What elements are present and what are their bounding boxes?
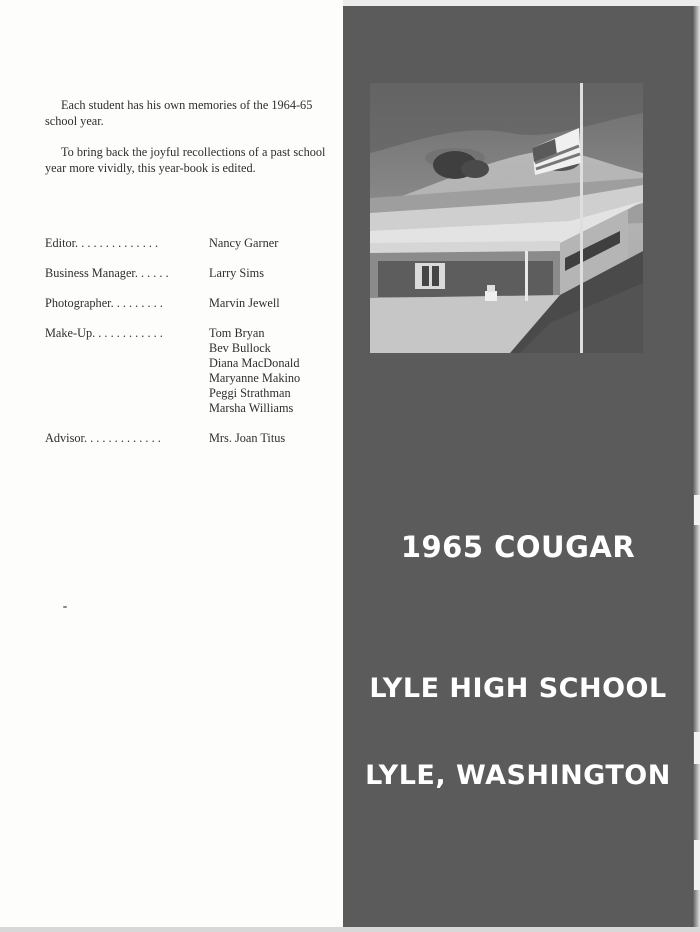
staff-role: Advisor. . . . . . . . . . . . . <box>45 431 161 445</box>
staff-names <box>209 326 300 416</box>
staff-name: Larry Sims <box>209 266 264 280</box>
edge-tab <box>694 732 700 764</box>
staff-name: Maryanne Makino <box>209 371 301 385</box>
school-photo-image <box>370 83 643 353</box>
staff-name: Marvin Jewell <box>209 296 280 310</box>
staff-name: Bev Bullock <box>209 341 271 355</box>
staff-name: Tom Bryan <box>209 326 265 340</box>
intro-text-2: To bring back the joyful recollections of a past school year more vividly, this year-book is edited. <box>45 145 326 175</box>
staff-names <box>209 266 264 281</box>
staff-row <box>45 266 335 281</box>
staff-row <box>45 431 335 446</box>
binding-edge <box>692 6 700 932</box>
staff-names <box>209 236 278 251</box>
staff-name: Diana MacDonald <box>209 356 300 370</box>
staff-list <box>45 236 335 461</box>
staff-row <box>45 326 335 416</box>
yearbook-title: 1965 COUGAR <box>400 530 636 564</box>
staff-name: Mrs. Joan Titus <box>209 431 286 445</box>
staff-row <box>45 236 335 251</box>
staff-name: Marsha Williams <box>209 401 294 415</box>
edge-tab <box>694 840 700 890</box>
school-building-photo <box>370 83 643 353</box>
intro-text-1: Each student has his own memories of the 1964-65 school year. <box>45 98 313 128</box>
intro-paragraph-2 <box>45 144 335 176</box>
school-location: LYLE, WASHINGTON <box>365 760 671 791</box>
staff-name: Peggi Strathman <box>209 386 291 400</box>
staff-names <box>209 431 285 446</box>
school-name: LYLE HIGH SCHOOL <box>369 673 667 704</box>
staff-role: Business Manager. . . . . . <box>45 266 169 280</box>
staff-role: Photographer. . . . . . . . . <box>45 296 163 310</box>
left-page <box>0 0 343 932</box>
staff-name: Nancy Garner <box>209 236 279 250</box>
intro-paragraph-1 <box>45 97 335 129</box>
staff-role: Make-Up. . . . . . . . . . . . <box>45 326 163 340</box>
staff-names <box>209 296 280 311</box>
page-bottom-edge <box>0 927 700 932</box>
staff-row <box>45 296 335 311</box>
print-speck <box>63 606 67 608</box>
edge-tab <box>694 495 700 525</box>
staff-role: Editor. . . . . . . . . . . . . . <box>45 236 159 250</box>
